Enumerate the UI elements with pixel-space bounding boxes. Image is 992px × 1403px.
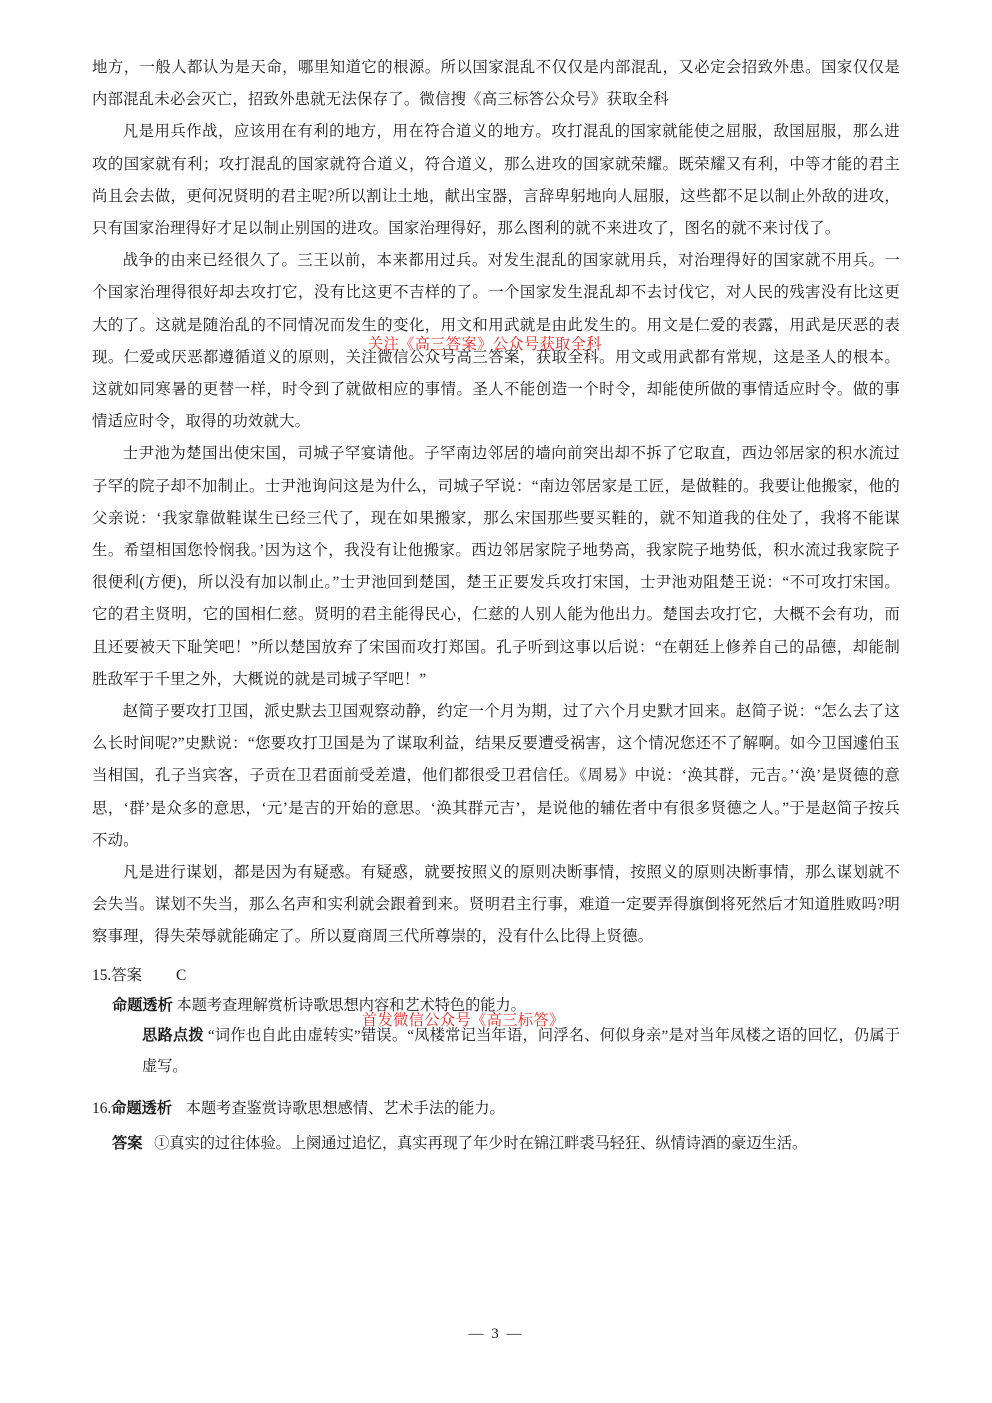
question-number-15: 15. (92, 966, 112, 984)
answer-label-16: 答案 (112, 1134, 143, 1152)
analysis-label-16: 命题透析 (111, 1100, 172, 1118)
answer-block-16 (92, 1094, 900, 1159)
tip-text-15: “词作也自此由虚转实”错误。“凤楼常记当年语，问浮名、何似身亲”是对当年凤楼之语的回忆，仍属于虚写。 (142, 1027, 901, 1075)
analysis-text-16: 本题考查鉴赏诗歌思想感情、艺术手法的能力。 (185, 1100, 505, 1118)
paragraph-1: 地方，一般人都认为是天命，哪里知道它的根源。所以国家混乱不仅仅是内部混乱，又必定会招致外患。国家仅仅是内部混乱未必会灭亡，招致外患就无法保存了。微信搜《高三标答公众号》获取全科 (92, 59, 900, 109)
paragraph-5: 赵简子要攻打卫国，派史默去卫国观察动静，约定一个月为期，过了六个月史默才回来。赵简子说：“怎么去了这么长时间呢?”史默说：“您要攻打卫国是为了谋取利益，结果反要遭受祸害，这个情况您还不了解啊。如今卫国遽伯玉当相国，孔子当宾客，子贡在卫君面前受差遣，他们都很受卫君信任。《周易》中说：‘涣其群，元吉。’‘涣’是贤德的意思，‘群’是众多的意思，‘元’是吉的开始的意思。‘涣其群元吉’，是说他的辅佐者中有很多贤德之人。”于是赵简子按兵不动。 (92, 703, 900, 849)
analysis-text-15: 本题考查理解赏析诗歌思想内容和艺术特色的能力。 (176, 996, 526, 1014)
analysis-16 (92, 1094, 900, 1125)
question-number-16: 16. (92, 1100, 112, 1118)
watermark-top: 关注《高三答案》公众号获取全科 (368, 336, 602, 353)
answer-value-15: C (176, 966, 187, 984)
watermark-bottom: 首发微信公众号《高三标答》 (362, 1012, 565, 1029)
paragraph-4: 士尹池为楚国出使宋国，司城子罕宴请他。子罕南边邻居的墙向前突出却不拆了它取直，西边邻居家的积水流过子罕的院子却不加制止。士尹池询问这是为什么，司城子罕说：“南边邻居家是工匠，是做鞋的。我要让他搬家，他的父亲说：‘我家靠做鞋谋生已经三代了，现在如果搬家，那么宋国那些要买鞋的，就不知道我的住处了，我将不能谋生。希望相国您怜悯我。’因为这个，我没有让他搬家。西边邻居家院子地势高，我家院子地势低，积水流过我家院子很便利(方便)，所以没有加以制止。”士尹池回到楚国，楚王正要发兵攻打宋国，士尹池劝阻楚王说：“不可攻打宋国。它的君主贤明，它的国相仁慈。贤明的君主能得民心，仁慈的人别人能为他出力。楚国去攻打它，大概不会有功，而且还要被天下耻笑吧！”所以楚国放弃了宋国而攻打郑国。孔子听到这事以后说：“在朝廷上修养自己的品德，却能制胜敌军于千里之外，大概说的就是司城子罕吧！” (92, 445, 900, 688)
paragraph-6: 凡是进行谋划，都是因为有疑惑。有疑惑，就要按照义的原则决断事情，按照义的原则决断事情，那么谋划就不会失当。谋划不失当，那么名声和实利就会跟着到来。贤明君主行事，难道一定要弄得旗倒将死然后才知道胜败吗?明察事理，得失荣辱就能确定了。所以夏商周三代所尊崇的，没有什么比得上贤德。 (92, 864, 900, 946)
analysis-15 (92, 991, 900, 1022)
answer-label-15: 答案 (111, 966, 143, 984)
answer-15-line (92, 960, 900, 991)
paragraph-3: 战争的由来已经很久了。三王以前，本来都用过兵。对发生混乱的国家就用兵，对治理得好的国家就不用兵。一个国家治理得很好却去攻打它，没有比这更不吉样的了。一个国家发生混乱却不去讨伐它，对人民的残害没有比这更大的了。这就是随治乱的不同情况而发生的变化，用文和用武就是由此发生的。用文是仁爱的表露，用武是厌恶的表现。仁爱或厌恶都遵循道义的原则，关注微信公众号高三答案，获取全科。用文或用武都有常规，这是圣人的根本。这就如同寒暑的更替一样，时令到了就做相应的事情。圣人不能创造一个时令，却能使所做的事情适应时令。做的事情适应时令，取得的功效就大。 (92, 252, 900, 431)
analysis-label-15: 命题透析 (112, 996, 173, 1014)
answer-16 (92, 1129, 900, 1160)
paragraph-2: 凡是用兵作战，应该用在有利的地方，用在符合道义的地方。攻打混乱的国家就能使之屈服，敌国屈服，那么进攻的国家就有利；攻打混乱的国家就符合道义，符合道义，那么进攻的国家就荣耀。既荣耀又有利，中等才能的君主尚且会去做，更何况贤明的君主呢?所以割让土地，献出宝器，言辞卑躬地向人屈服，这些都不足以制止外敌的进攻，只有国家治理得好才足以制止别国的进攻。国家治理得好，那么图利的就不来进攻了，图名的就不来讨伐了。 (92, 123, 900, 238)
page-number: — 3 — (468, 1326, 524, 1342)
answer-text-16: ①真实的过往体验。上阕通过追忆，真实再现了年少时在锦江畔裘马轻狂、纵情诗酒的豪迈生活。 (154, 1134, 808, 1152)
tip-label-15: 思路点拨 (142, 1027, 204, 1045)
tip-15 (92, 1021, 900, 1082)
answer-block-15 (92, 960, 900, 1083)
